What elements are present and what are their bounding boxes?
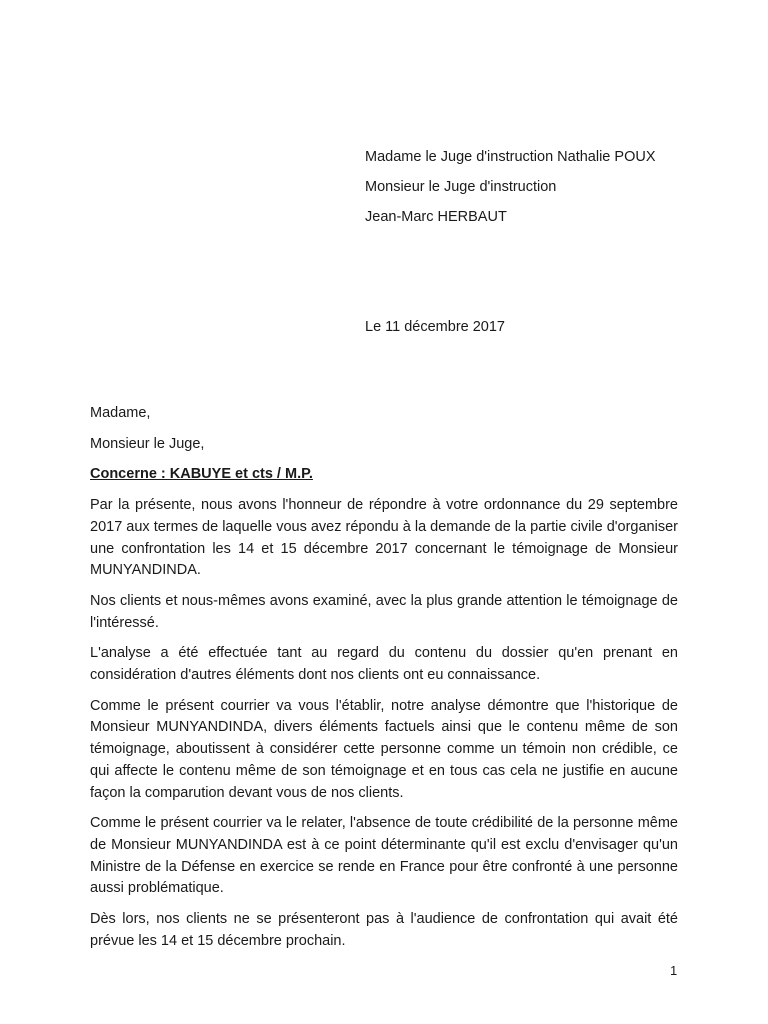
salutation-line-1: Madame, bbox=[90, 405, 151, 421]
subject-line: Concerne : KABUYE et cts / M.P. bbox=[90, 466, 313, 483]
paragraph-4: Comme le présent courrier va vous l'établir, notre analyse démontre que l'historique de Monsieur MUNYANDINDA, divers éléments factuels ainsi que le contenu même de son témoignage, aboutissent à considérer cette personne comme un témoin non crédible, ce qui affecte le contenu même de son témoignage et en tous cas cela ne justifie en aucune façon la comparution devant vous de nos clients. bbox=[90, 697, 678, 801]
paragraph-5: Comme le présent courrier va le relater, l'absence de toute crédibilité de la personne même de Monsieur MUNYANDINDA est à ce point déterminante qu'il est exclu d'envisager qu'un Ministre de la Défense en exercice se rende en France pour être confronté à une personne aussi problématique. bbox=[90, 815, 678, 897]
recipient-line-1: Madame le Juge d'instruction Nathalie POUX bbox=[365, 149, 656, 165]
page-number: 1 bbox=[670, 963, 678, 978]
letter-date: Le 11 décembre 2017 bbox=[365, 319, 506, 335]
paragraph-6: Dès lors, nos clients ne se présenteront pas à l'audience de confrontation qui avait été prévue les 14 et 15 décembre prochain. bbox=[90, 911, 678, 949]
recipient-block bbox=[365, 142, 656, 232]
paragraph-1: Par la présente, nous avons l'honneur de répondre à votre ordonnance du 29 septembre 2017 aux termes de laquelle vous avez répondu à la demande de la partie civile d'organiser une confrontation les 14 et 15 décembre 2017 concernant le témoignage de Monsieur MUNYANDINDA. bbox=[90, 497, 678, 579]
recipient-line-2: Monsieur le Juge d'instruction bbox=[365, 179, 557, 195]
paragraph-2: Nos clients et nous-mêmes avons examiné, avec la plus grande attention le témoignage de l'intéressé. bbox=[90, 592, 678, 631]
paragraph-3: L'analyse a été effectuée tant au regard du contenu du dossier qu'en prenant en considération d'autres éléments dont nos clients ont eu connaissance. bbox=[90, 645, 678, 684]
salutation-line-2: Monsieur le Juge, bbox=[90, 435, 205, 452]
recipient-line-3: Jean-Marc HERBAUT bbox=[365, 209, 507, 225]
letter-body bbox=[90, 403, 678, 961]
